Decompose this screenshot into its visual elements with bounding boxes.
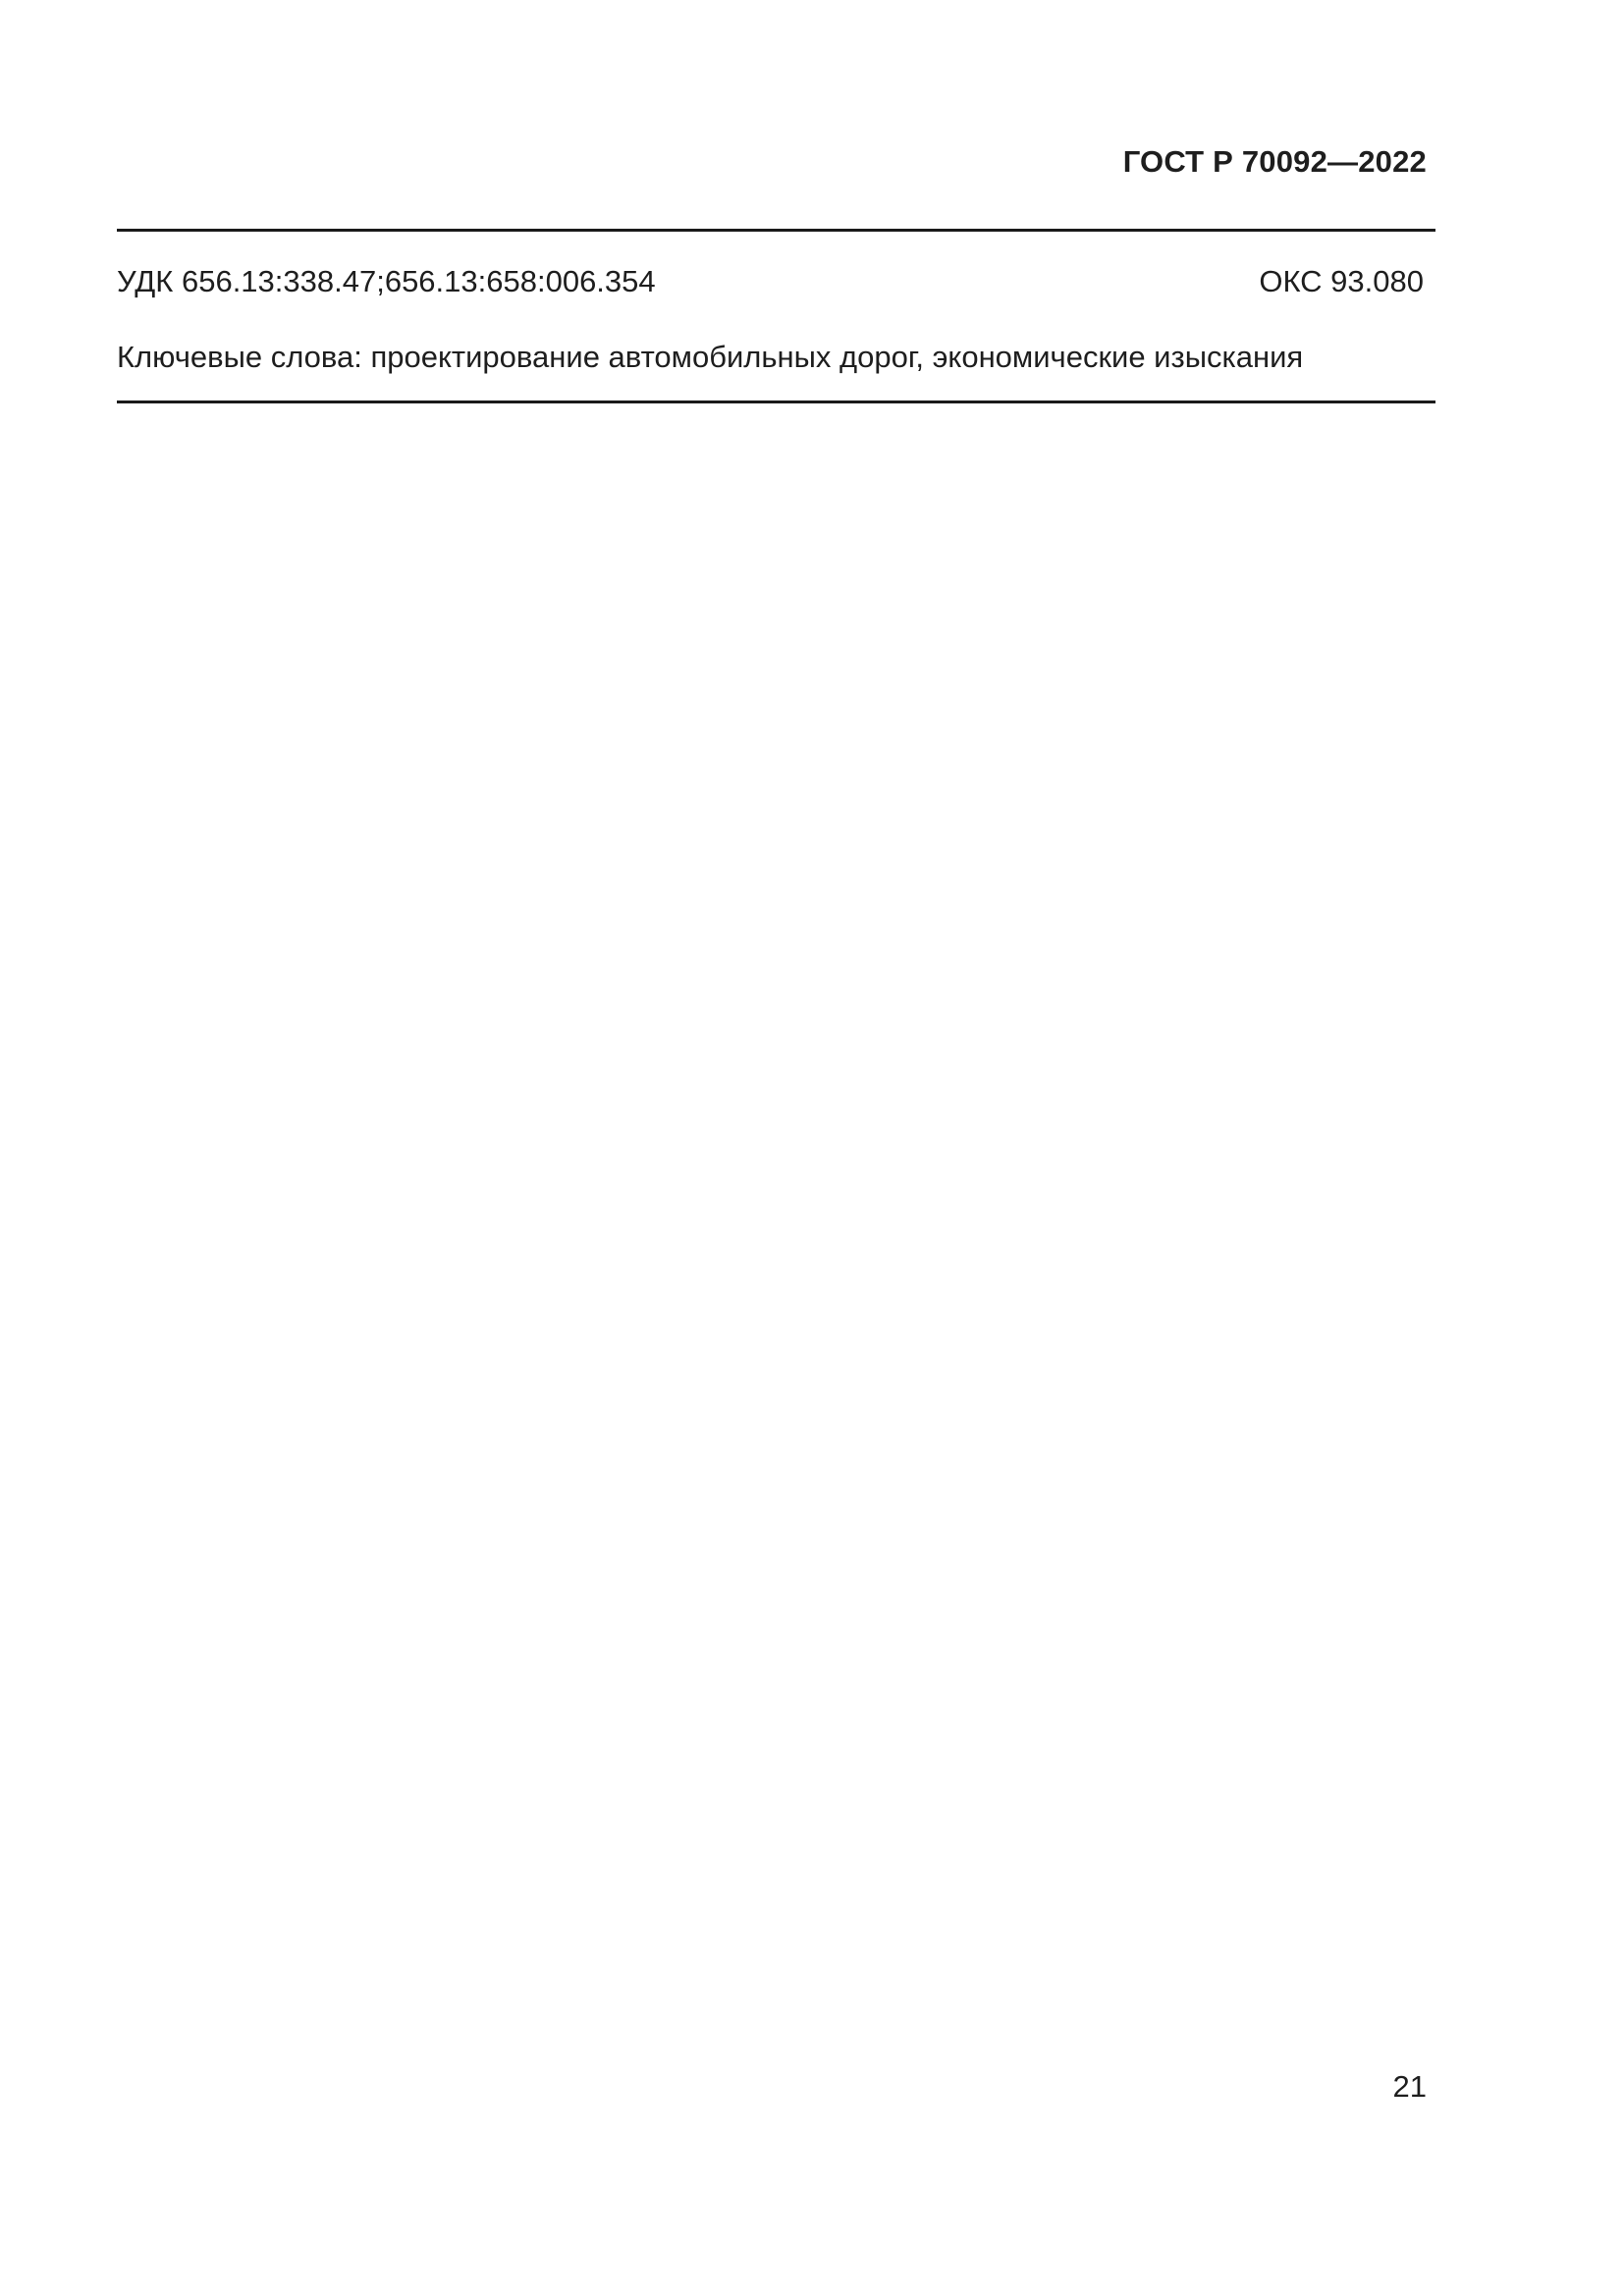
page-number: 21 <box>1392 2069 1427 2104</box>
standard-designation: ГОСТ Р 70092—2022 <box>1122 144 1427 179</box>
keywords-line: Ключевые слова: проектирование автомобильных дорог, экономические изыскания <box>117 340 1304 374</box>
bottom-horizontal-rule <box>117 400 1435 403</box>
top-horizontal-rule <box>117 229 1435 232</box>
classification-row <box>117 266 1435 296</box>
oks-code: ОКС 93.080 <box>1259 264 1424 298</box>
udc-code: УДК 656.13:338.47;656.13:658:006.354 <box>117 264 656 298</box>
